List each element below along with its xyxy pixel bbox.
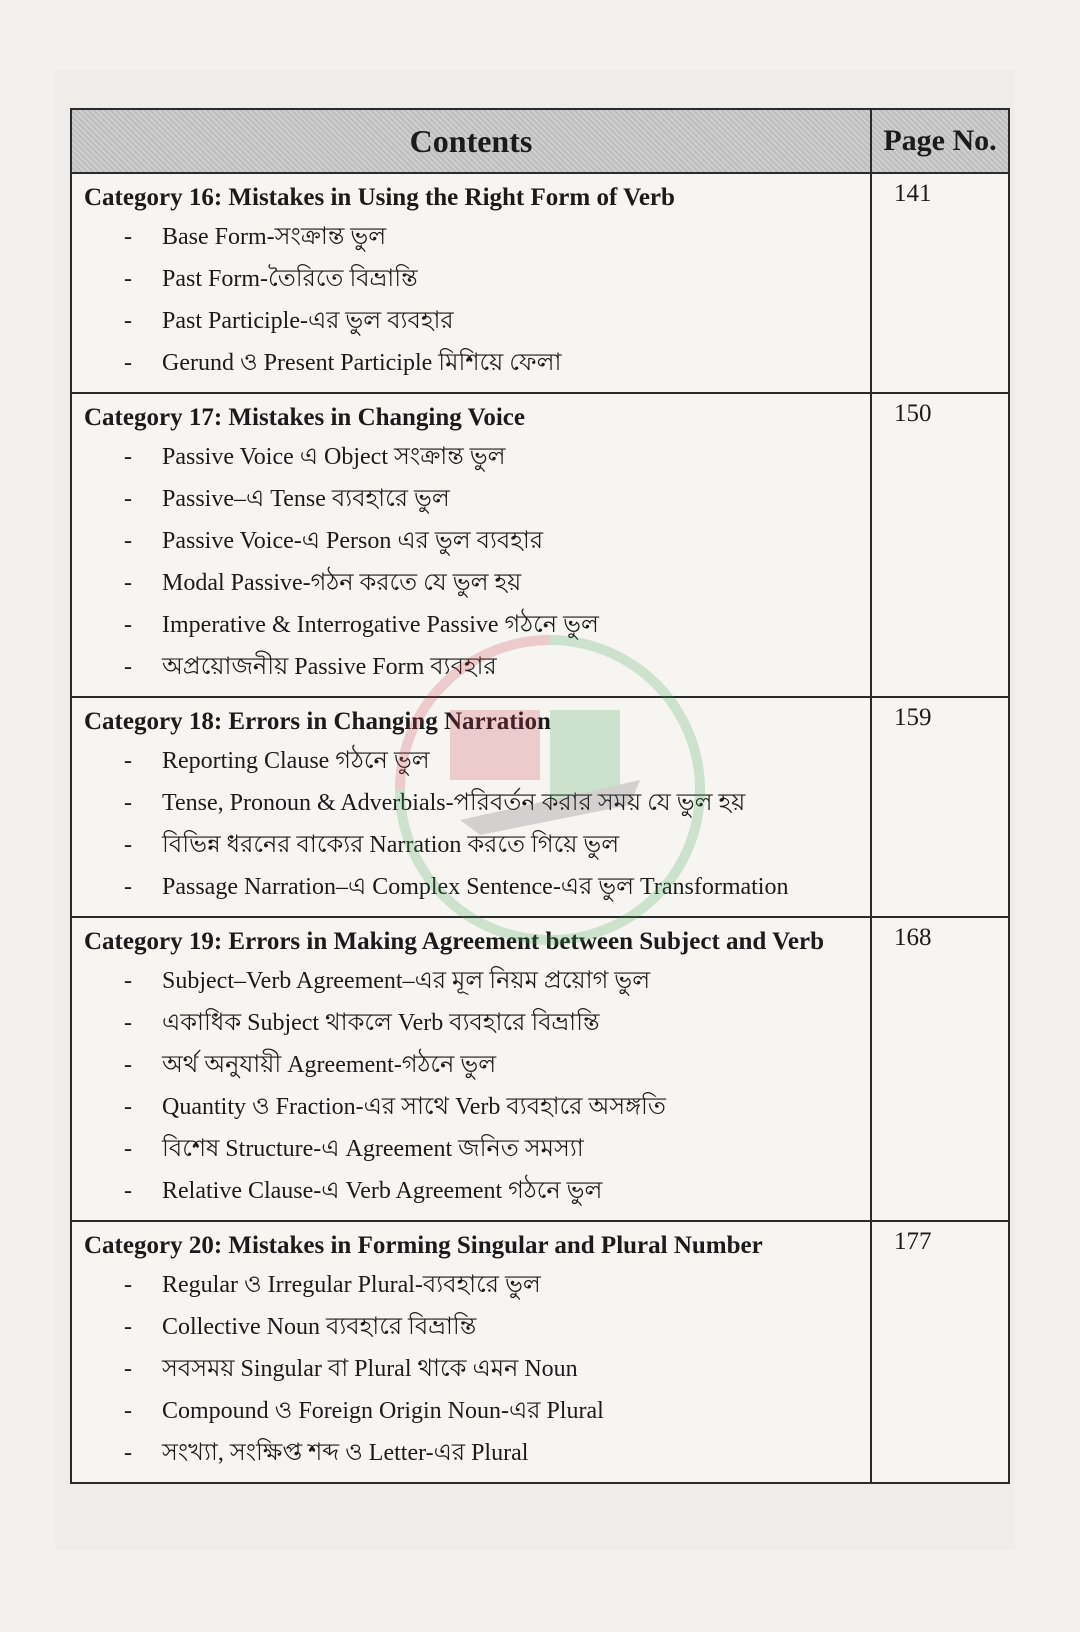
topic-text: বিভিন্ন ধরনের বাক্যের Narration করতে গিয়ে ভুল [162, 832, 620, 858]
topic-item [84, 520, 860, 562]
contents-table [70, 108, 1010, 1484]
bullet-dash: - [124, 528, 132, 554]
topic-text: সবসময় Singular বা Plural থাকে এমন Noun [162, 1356, 578, 1382]
category-title[interactable]: Category 17: Mistakes in Changing Voice [84, 404, 525, 431]
bullet-dash: - [124, 748, 132, 774]
topic-item [84, 478, 860, 520]
category-row [72, 918, 1008, 1222]
category-row [72, 698, 1008, 918]
topic-text: Collective Noun ব্যবহারে বিভ্রান্তি [162, 1314, 477, 1340]
bullet-dash: - [124, 790, 132, 816]
topic-item [84, 1306, 860, 1348]
topic-text: একাধিক Subject থাকলে Verb ব্যবহারে বিভ্রান্তি [162, 1010, 600, 1036]
category-row [72, 394, 1008, 698]
topic-list [84, 740, 860, 908]
bullet-dash: - [124, 968, 132, 994]
bullet-dash: - [124, 612, 132, 638]
topic-item [84, 824, 860, 866]
topic-list [84, 1264, 860, 1474]
bullet-dash: - [124, 308, 132, 334]
category-content [72, 394, 872, 696]
bullet-dash: - [124, 832, 132, 858]
topic-item [84, 1170, 860, 1212]
topic-item [84, 604, 860, 646]
topic-list [84, 436, 860, 688]
topic-text: Past Participle-এর ভুল ব্যবহার [162, 308, 454, 334]
topic-list [84, 216, 860, 384]
category-title[interactable]: Category 18: Errors in Changing Narration [84, 708, 551, 735]
topic-text: বিশেষ Structure-এ Agreement জনিত সমস্যা [162, 1136, 584, 1162]
topic-item [84, 960, 860, 1002]
topic-text: অপ্রয়োজনীয় Passive Form ব্যবহার [162, 654, 497, 680]
topic-item [84, 1264, 860, 1306]
category-page-number: 150 [894, 400, 932, 427]
topic-text: Past Form-তৈরিতে বিভ্রান্তি [162, 266, 418, 292]
topic-text: সংখ্যা, সংক্ষিপ্ত শব্দ ও Letter-এর Plural [162, 1440, 529, 1466]
bullet-dash: - [124, 266, 132, 292]
topic-item [84, 1044, 860, 1086]
topic-item [84, 1002, 860, 1044]
category-row [72, 174, 1008, 394]
category-row [72, 1222, 1008, 1482]
topic-text: Relative Clause-এ Verb Agreement গঠনে ভুল [162, 1178, 603, 1204]
topic-item [84, 1348, 860, 1390]
topic-text: Reporting Clause গঠনে ভুল [162, 748, 430, 774]
topic-item [84, 866, 860, 908]
bullet-dash: - [124, 350, 132, 376]
topic-item [84, 1128, 860, 1170]
bullet-dash: - [124, 444, 132, 470]
topic-text: Passive Voice এ Object সংক্রান্ত ভুল [162, 444, 506, 470]
bullet-dash: - [124, 654, 132, 680]
page-number-heading: Page No. [883, 124, 997, 157]
category-page-number: 159 [894, 704, 932, 731]
topic-text: Gerund ও Present Participle মিশিয়ে ফেলা [162, 350, 562, 376]
topic-item [84, 782, 860, 824]
topic-item [84, 1390, 860, 1432]
topic-text: অর্থ অনুযায়ী Agreement-গঠনে ভুল [162, 1052, 497, 1078]
topic-text: Passage Narration–এ Complex Sentence-এর ভুল Transformation [162, 874, 789, 900]
topic-item [84, 216, 860, 258]
category-page-number: 141 [894, 180, 932, 207]
topic-item [84, 300, 860, 342]
category-content [72, 698, 872, 916]
contents-heading: Contents [72, 110, 872, 172]
topic-text: Imperative & Interrogative Passive গঠনে ভুল [162, 612, 599, 638]
topic-text: Quantity ও Fraction-এর সাথে Verb ব্যবহারে অসঙ্গতি [162, 1094, 666, 1120]
bullet-dash: - [124, 874, 132, 900]
bullet-dash: - [124, 224, 132, 250]
table-header [72, 110, 1008, 174]
topic-text: Compound ও Foreign Origin Noun-এর Plural [162, 1398, 604, 1424]
topic-item [84, 258, 860, 300]
bullet-dash: - [124, 1052, 132, 1078]
topic-text: Subject–Verb Agreement–এর মূল নিয়ম প্রয়োগ ভুল [162, 968, 651, 994]
category-title[interactable]: Category 19: Errors in Making Agreement between Subject and Verb [84, 928, 824, 955]
topic-item [84, 1432, 860, 1474]
topic-item [84, 562, 860, 604]
category-page-number: 177 [894, 1228, 932, 1255]
topic-list [84, 960, 860, 1212]
topic-item [84, 436, 860, 478]
bullet-dash: - [124, 1010, 132, 1036]
topic-item [84, 646, 860, 688]
topic-text: Base Form-সংক্রান্ত ভুল [162, 224, 387, 250]
bullet-dash: - [124, 570, 132, 596]
category-title[interactable]: Category 16: Mistakes in Using the Right Form of Verb [84, 184, 675, 211]
category-title[interactable]: Category 20: Mistakes in Forming Singular and Plural Number [84, 1232, 763, 1259]
topic-item [84, 740, 860, 782]
bullet-dash: - [124, 1314, 132, 1340]
topic-item [84, 342, 860, 384]
topic-text: Passive–এ Tense ব্যবহারে ভুল [162, 486, 450, 512]
category-page-number: 168 [894, 924, 932, 951]
bullet-dash: - [124, 486, 132, 512]
bullet-dash: - [124, 1272, 132, 1298]
bullet-dash: - [124, 1136, 132, 1162]
bullet-dash: - [124, 1440, 132, 1466]
bullet-dash: - [124, 1398, 132, 1424]
bullet-dash: - [124, 1356, 132, 1382]
topic-text: Modal Passive-গঠন করতে যে ভুল হয় [162, 570, 522, 596]
bullet-dash: - [124, 1178, 132, 1204]
category-content [72, 1222, 872, 1482]
topic-text: Regular ও Irregular Plural-ব্যবহারে ভুল [162, 1272, 541, 1298]
category-content [72, 918, 872, 1220]
bullet-dash: - [124, 1094, 132, 1120]
topic-item [84, 1086, 860, 1128]
topic-text: Passive Voice-এ Person এর ভুল ব্যবহার [162, 528, 544, 554]
category-content [72, 174, 872, 392]
category-list [72, 174, 1008, 1482]
topic-text: Tense, Pronoun & Adverbials-পরিবর্তন করার সময় যে ভুল হয় [162, 790, 746, 816]
